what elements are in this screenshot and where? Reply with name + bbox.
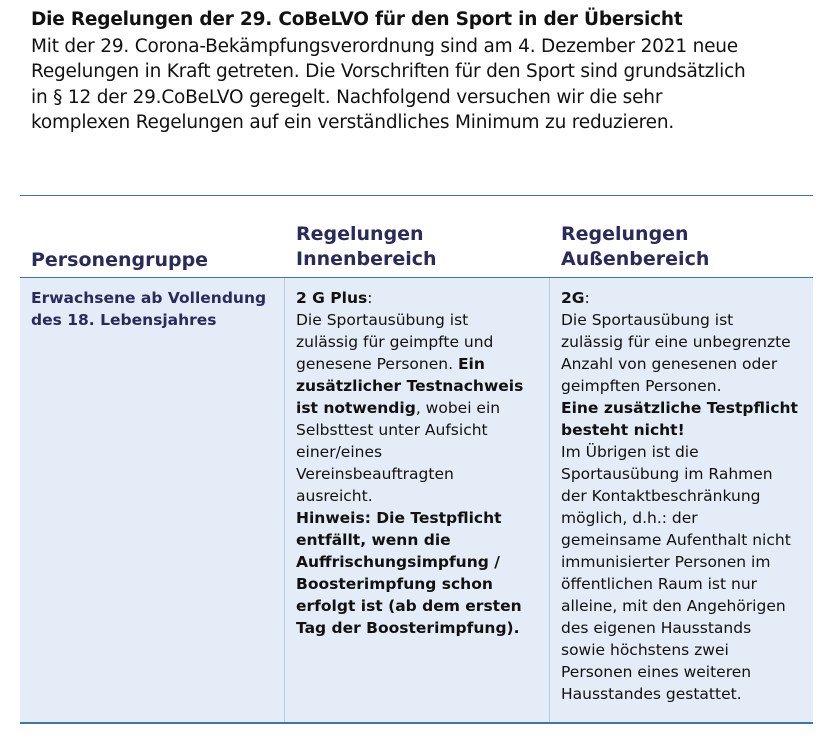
header-innenbereich xyxy=(296,222,437,272)
cell-line xyxy=(296,573,523,595)
column-divider xyxy=(284,278,285,722)
cell-line xyxy=(296,507,523,529)
bold-text: Boosterimpfung schon xyxy=(296,575,493,593)
bold-text: Eine zusätzliche Testpflicht xyxy=(561,399,798,417)
cell-line xyxy=(561,309,798,331)
cell-line xyxy=(296,397,523,419)
text: einer/eines xyxy=(296,443,383,461)
cell-line xyxy=(561,441,798,463)
header-label: Innenbereich xyxy=(296,248,437,270)
cell-line xyxy=(296,309,523,331)
text: Selbsttest unter Aufsicht xyxy=(296,421,488,439)
cell-line: des 18. Lebensjahres xyxy=(31,311,217,329)
cell-line xyxy=(561,639,798,661)
text: zulässig für eine unbegrenzte xyxy=(561,333,791,351)
bold-text: zusätzlicher Testnachweis xyxy=(296,377,524,395)
text: geimpften Personen. xyxy=(561,377,722,395)
cell-line xyxy=(561,595,798,617)
cell-line xyxy=(561,419,798,441)
header-aussenbereich xyxy=(561,222,709,272)
page-title: Die Regelungen der 29. CoBeLVO für den Sport in der Übersicht xyxy=(31,9,683,30)
bold-text: ist notwendig xyxy=(296,399,416,417)
cell-line xyxy=(561,683,798,705)
text: Sportausübung im Rahmen xyxy=(561,465,773,483)
text: immunisierter Personen im xyxy=(561,553,771,571)
text: Personen eines weiteren xyxy=(561,663,752,681)
text: Die Sportausübung ist xyxy=(561,311,734,329)
intro-paragraph xyxy=(31,34,821,135)
cell-line xyxy=(296,331,523,353)
bold-text: 2G xyxy=(561,289,585,307)
cell-line xyxy=(296,353,523,375)
intro-line: komplexen Regelungen auf ein verständliches Minimum zu reduzieren. xyxy=(31,111,675,133)
cell-line xyxy=(561,573,798,595)
cell-line xyxy=(561,287,798,309)
text: , wobei ein xyxy=(415,399,501,417)
column-divider xyxy=(549,278,550,722)
bold-text: Tag der Boosterimpfung). xyxy=(296,619,520,637)
text: alleine, mit den Angehörigen xyxy=(561,597,786,615)
text: gemeinsame Aufenthalt nicht xyxy=(561,531,791,549)
cell-line xyxy=(561,485,798,507)
text: : xyxy=(367,289,373,307)
cell-line xyxy=(296,419,523,441)
cell-line xyxy=(296,617,523,639)
text: Die Sportausübung ist xyxy=(296,311,469,329)
cell-line xyxy=(296,485,523,507)
bold-text: 2 G Plus xyxy=(296,289,368,307)
text: sowie höchstens zwei xyxy=(561,641,729,659)
text: : xyxy=(584,289,590,307)
header-label: Außenbereich xyxy=(561,248,710,270)
bold-text: erfolgt ist (ab dem ersten xyxy=(296,597,522,615)
text: genesene Personen. xyxy=(296,355,458,373)
cell-line xyxy=(296,551,523,573)
text: der Kontaktbeschränkung xyxy=(561,487,761,505)
text: möglich, d.h.: der xyxy=(561,509,698,527)
table-top-divider xyxy=(20,195,813,196)
cell-line xyxy=(561,551,798,573)
cell-line xyxy=(561,397,798,419)
cell-line xyxy=(561,507,798,529)
table-bottom-divider xyxy=(20,722,813,724)
bold-text: Hinweis: Die Testpflicht xyxy=(296,509,502,527)
cell-line xyxy=(296,595,523,617)
text: ausreicht. xyxy=(296,487,373,505)
text: Hausstandes gestattet. xyxy=(561,685,742,703)
cell-line xyxy=(561,617,798,639)
cell-line xyxy=(296,375,523,397)
cell-line xyxy=(296,463,523,485)
bold-text: Ein xyxy=(457,355,485,373)
cell-line xyxy=(561,529,798,551)
header-personengruppe xyxy=(31,248,208,273)
intro-line: in § 12 der 29.CoBeLVO geregelt. Nachfolgend versuchen wir die sehr xyxy=(31,86,663,108)
text: öffentlichen Raum ist nur xyxy=(561,575,758,593)
cell-personengruppe xyxy=(31,287,266,331)
cell-line xyxy=(296,287,523,309)
text: Im Übrigen ist die xyxy=(561,443,699,461)
text: zulässig für geimpfte und xyxy=(296,333,494,351)
cell-line xyxy=(561,463,798,485)
cell-line xyxy=(296,441,523,463)
text: Vereinsbeauftragten xyxy=(296,465,454,483)
cell-aussenbereich xyxy=(561,287,798,705)
header-label: Personengruppe xyxy=(31,249,209,271)
bold-text: besteht nicht! xyxy=(561,421,685,439)
header-label: Regelungen xyxy=(561,223,689,245)
intro-line: Mit der 29. Corona-Bekämpfungsverordnung sind am 4. Dezember 2021 neue xyxy=(31,36,738,57)
cell-line: Erwachsene ab Vollendung xyxy=(31,289,267,307)
text: des eigenen Hausstands xyxy=(561,619,752,637)
intro-line: Regelungen in Kraft getreten. Die Vorschriften für den Sport sind grundsätzlich xyxy=(31,61,746,83)
bold-text: Auffrischungsimpfung / xyxy=(296,553,500,571)
cell-line xyxy=(561,353,798,375)
text: Anzahl von genesenen oder xyxy=(561,355,778,373)
cell-line xyxy=(296,529,523,551)
cell-line xyxy=(561,661,798,683)
cell-innenbereich xyxy=(296,287,523,639)
bold-text: entfällt, wenn die xyxy=(296,531,451,549)
cell-line xyxy=(561,375,798,397)
cell-line xyxy=(561,331,798,353)
header-label: Regelungen xyxy=(296,223,424,245)
